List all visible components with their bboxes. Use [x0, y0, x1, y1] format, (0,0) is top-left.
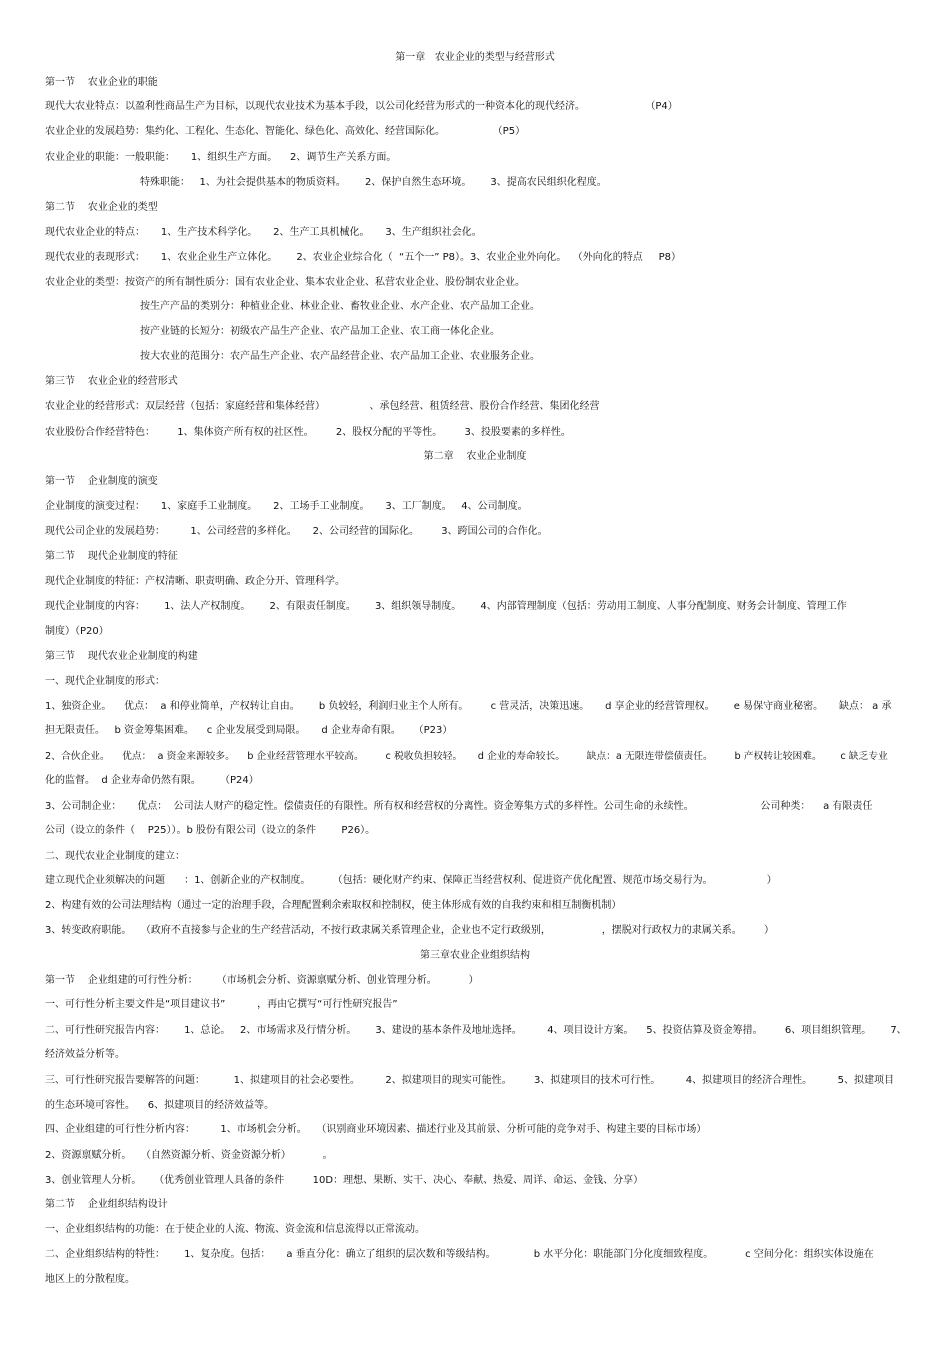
text-line: 经济效益分析等。	[45, 1049, 125, 1060]
text-line: 现代大农业特点：以盈利性商品生产为目标，以现代农业技术为基本手段，以公司化经营为形式的一种资本化的现代经济。 （P4）	[45, 101, 678, 112]
text-line: 现代企业制度的特征：产权清晰、职责明确、政企分开、管理科学。	[45, 576, 345, 587]
text-line: 四、企业组建的可行性分析内容： 1、市场机会分析。 （识别商业环境因素、描述行业及其前景、分析可能的竞争对手、构建主要的目标市场）	[45, 1124, 707, 1135]
text-line: 企业制度的演变过程： 1、家庭手工业制度。 2、工场手工业制度。 3、工厂制度。 4、公司制度。	[45, 501, 528, 512]
text-line: 农业企业的发展趋势：集约化、工程化、生态化、智能化、绿色化、高效化、经营国际化。 （P5）	[45, 126, 526, 137]
text-line: 担无限责任。 b 资金筹集困难。 c 企业发展受到局限。 d 企业寿命有限。 （P23）	[45, 725, 453, 736]
section-heading: 第二节 现代企业制度的特征	[45, 551, 178, 562]
section-heading: 第二节 企业组织结构设计	[45, 1199, 168, 1210]
text-line: 现代公司企业的发展趋势： 1、公司经营的多样化。 2、公司经营的国际化。 3、跨国公司的合作化。	[45, 526, 548, 537]
text-line: 2、资源禀赋分析。 （自然资源分析、资金资源分析） 。	[45, 1150, 333, 1161]
text-line: 农业股份合作经营特色： 1、集体资产所有权的社区性。 2、股权分配的平等性。 3、投股要素的多样性。	[45, 427, 571, 438]
text-line: 3、公司制企业： 优点： 公司法人财产的稳定性。偿债责任的有限性。所有权和经营权的分离性。资金筹集方式的多样性。公司生命的永续性。 公司种类： a 有限责任	[45, 801, 873, 812]
text-line: 特殊职能： 1、为社会提供基本的物质资料。 2、保护自然生态环境。 3、提高农民组织化程度。	[140, 177, 607, 188]
text-line: 2、构建有效的公司法理结构（通过一定的治理手段，合理配置剩余索取权和控制权，使主体形成有效的自我约束和相互制衡机制）	[45, 900, 622, 911]
text-line: 现代农业企业的特点： 1、生产技术科学化。 2、生产工具机械化。 3、生产组织社会化。	[45, 227, 482, 238]
text-line: 制度）（P20）	[45, 626, 109, 637]
text-line: 二、企业组织结构的特性： 1、复杂度。包括： a 垂直分化：确立了组织的层次数和等级结构。 b 水平分化：职能部门分化度细致程度。 c 空间分化：组织实体设施在	[45, 1249, 874, 1260]
text-line: 现代企业制度的内容： 1、法人产权制度。 2、有限责任制度。 3、组织领导制度。 4、内部管理制度（包括：劳动用工制度、人事分配制度、财务会计制度、管理工作	[45, 601, 847, 612]
text-line: 3、创业管理人分析。 （优秀创业管理人具备的条件 10D：理想、果断、实干、决心、奉献、热爱、周详、命运、金钱、分享）	[45, 1175, 644, 1186]
text-line: 二、可行性研究报告内容： 1、总论。 2、市场需求及行情分析。 3、建设的基本条件及地址选择。 4、项目设计方案。 5、投资估算及资金筹措。 6、项目组织管理。 7、	[45, 1025, 907, 1036]
section-heading: 第三节 现代农业企业制度的构建	[45, 651, 198, 662]
text-line: 一、现代企业制度的形式：	[45, 676, 165, 687]
text-line: 3、转变政府职能。 （政府不直接参与企业的生产经营活动，不按行政隶属关系管理企业，企业也不定行政级别， ，摆脱对行政权力的隶属关系。 ）	[45, 925, 775, 936]
text-line: 的生态环境可容性。 6、拟建项目的经济效益等。	[45, 1100, 275, 1111]
text-line: 地区上的分散程度。	[45, 1274, 135, 1285]
text-line: 2、合伙企业。 优点： a 资金来源较多。 b 企业经营管理水平较高。 c 税收负担较轻。 d 企业的寿命较长。 缺点：a 无限连带偿债责任。 b 产权转让较困难。 c 缺乏专业	[45, 751, 888, 762]
section-heading: 第一节 农业企业的职能	[45, 77, 158, 88]
text-line: 农业企业的经营形式：双层经营（包括：家庭经营和集体经营） 、承包经营、租赁经营、股份合作经营、集团化经营	[45, 401, 600, 412]
text-line: 按产业链的长短分：初级农产品生产企业、农产品加工企业、农工商一体化企业。	[140, 326, 500, 337]
text-line: 一、可行性分析主要文件是“项目建议书” ，再由它撰写“可行性研究报告”	[45, 999, 398, 1010]
text-line: 三、可行性研究报告要解答的问题： 1、拟建项目的社会必要性。 2、拟建项目的现实可能性。 3、拟建项目的技术可行性。 4、拟建项目的经济合理性。 5、拟建项目	[45, 1075, 894, 1086]
text-line: 二、现代农业企业制度的建立：	[45, 851, 185, 862]
section-heading: 第一节 企业制度的演变	[45, 476, 158, 487]
text-line: 建立现代企业须解决的问题 ：1、创新企业的产权制度。 （包括：硬化财产约束、保障正当经营权利、促进资产优化配置、规范市场交易行为。 ）	[45, 875, 777, 886]
section-heading: 第二节 农业企业的类型	[45, 202, 158, 213]
section-heading: 第三节 农业企业的经营形式	[45, 376, 178, 387]
text-line: 公司（设立的条件（ P25））。b 股份有限公司（设立的条件 P26）。	[45, 825, 376, 836]
chapter-2-title: 第二章 农业企业制度	[423, 451, 527, 462]
text-line: 农业企业的职能：一般职能： 1、组织生产方面。 2、调节生产关系方面。	[45, 152, 397, 163]
text-line: 按生产产品的类别分：种植业企业、林业企业、畜牧业企业、水产企业、农产品加工企业。	[140, 301, 540, 312]
text-line: 按大农业的范围分：农产品生产企业、农产品经营企业、农产品加工企业、农业服务企业。	[140, 351, 540, 362]
chapter-3-title: 第三章农业企业组织结构	[420, 950, 530, 961]
text-line: 现代农业的表现形式： 1、农业企业生产立体化。 2、农业企业综合化（ “五个一” P8）。3、农业企业外向化。 （外向化的特点 P8）	[45, 252, 681, 263]
text-line: 一、企业组织结构的功能：在于使企业的人流、物流、资金流和信息流得以正常流动。	[45, 1224, 425, 1235]
text-line: 化的监督。 d 企业寿命仍然有限。 （P24）	[45, 775, 259, 786]
chapter-1-title: 第一章 农业企业的类型与经营形式	[395, 52, 555, 63]
text-line: 农业企业的类型：按资产的所有制性质分：国有农业企业、集本农业企业、私营农业企业、股份制农业企业。	[45, 277, 525, 288]
section-heading: 第一节 企业组建的可行性分析： （市场机会分析、资源禀赋分析、创业管理分析。 ）	[45, 975, 479, 986]
text-line: 1、独资企业。 优点： a 和停业简单，产权转让自由。 b 负较轻，利润归业主个人所有。 c 营灵活，决策迅速。 d 享企业的经营管理权。 e 易保守商业秘密。 缺点： a 承	[45, 701, 892, 712]
